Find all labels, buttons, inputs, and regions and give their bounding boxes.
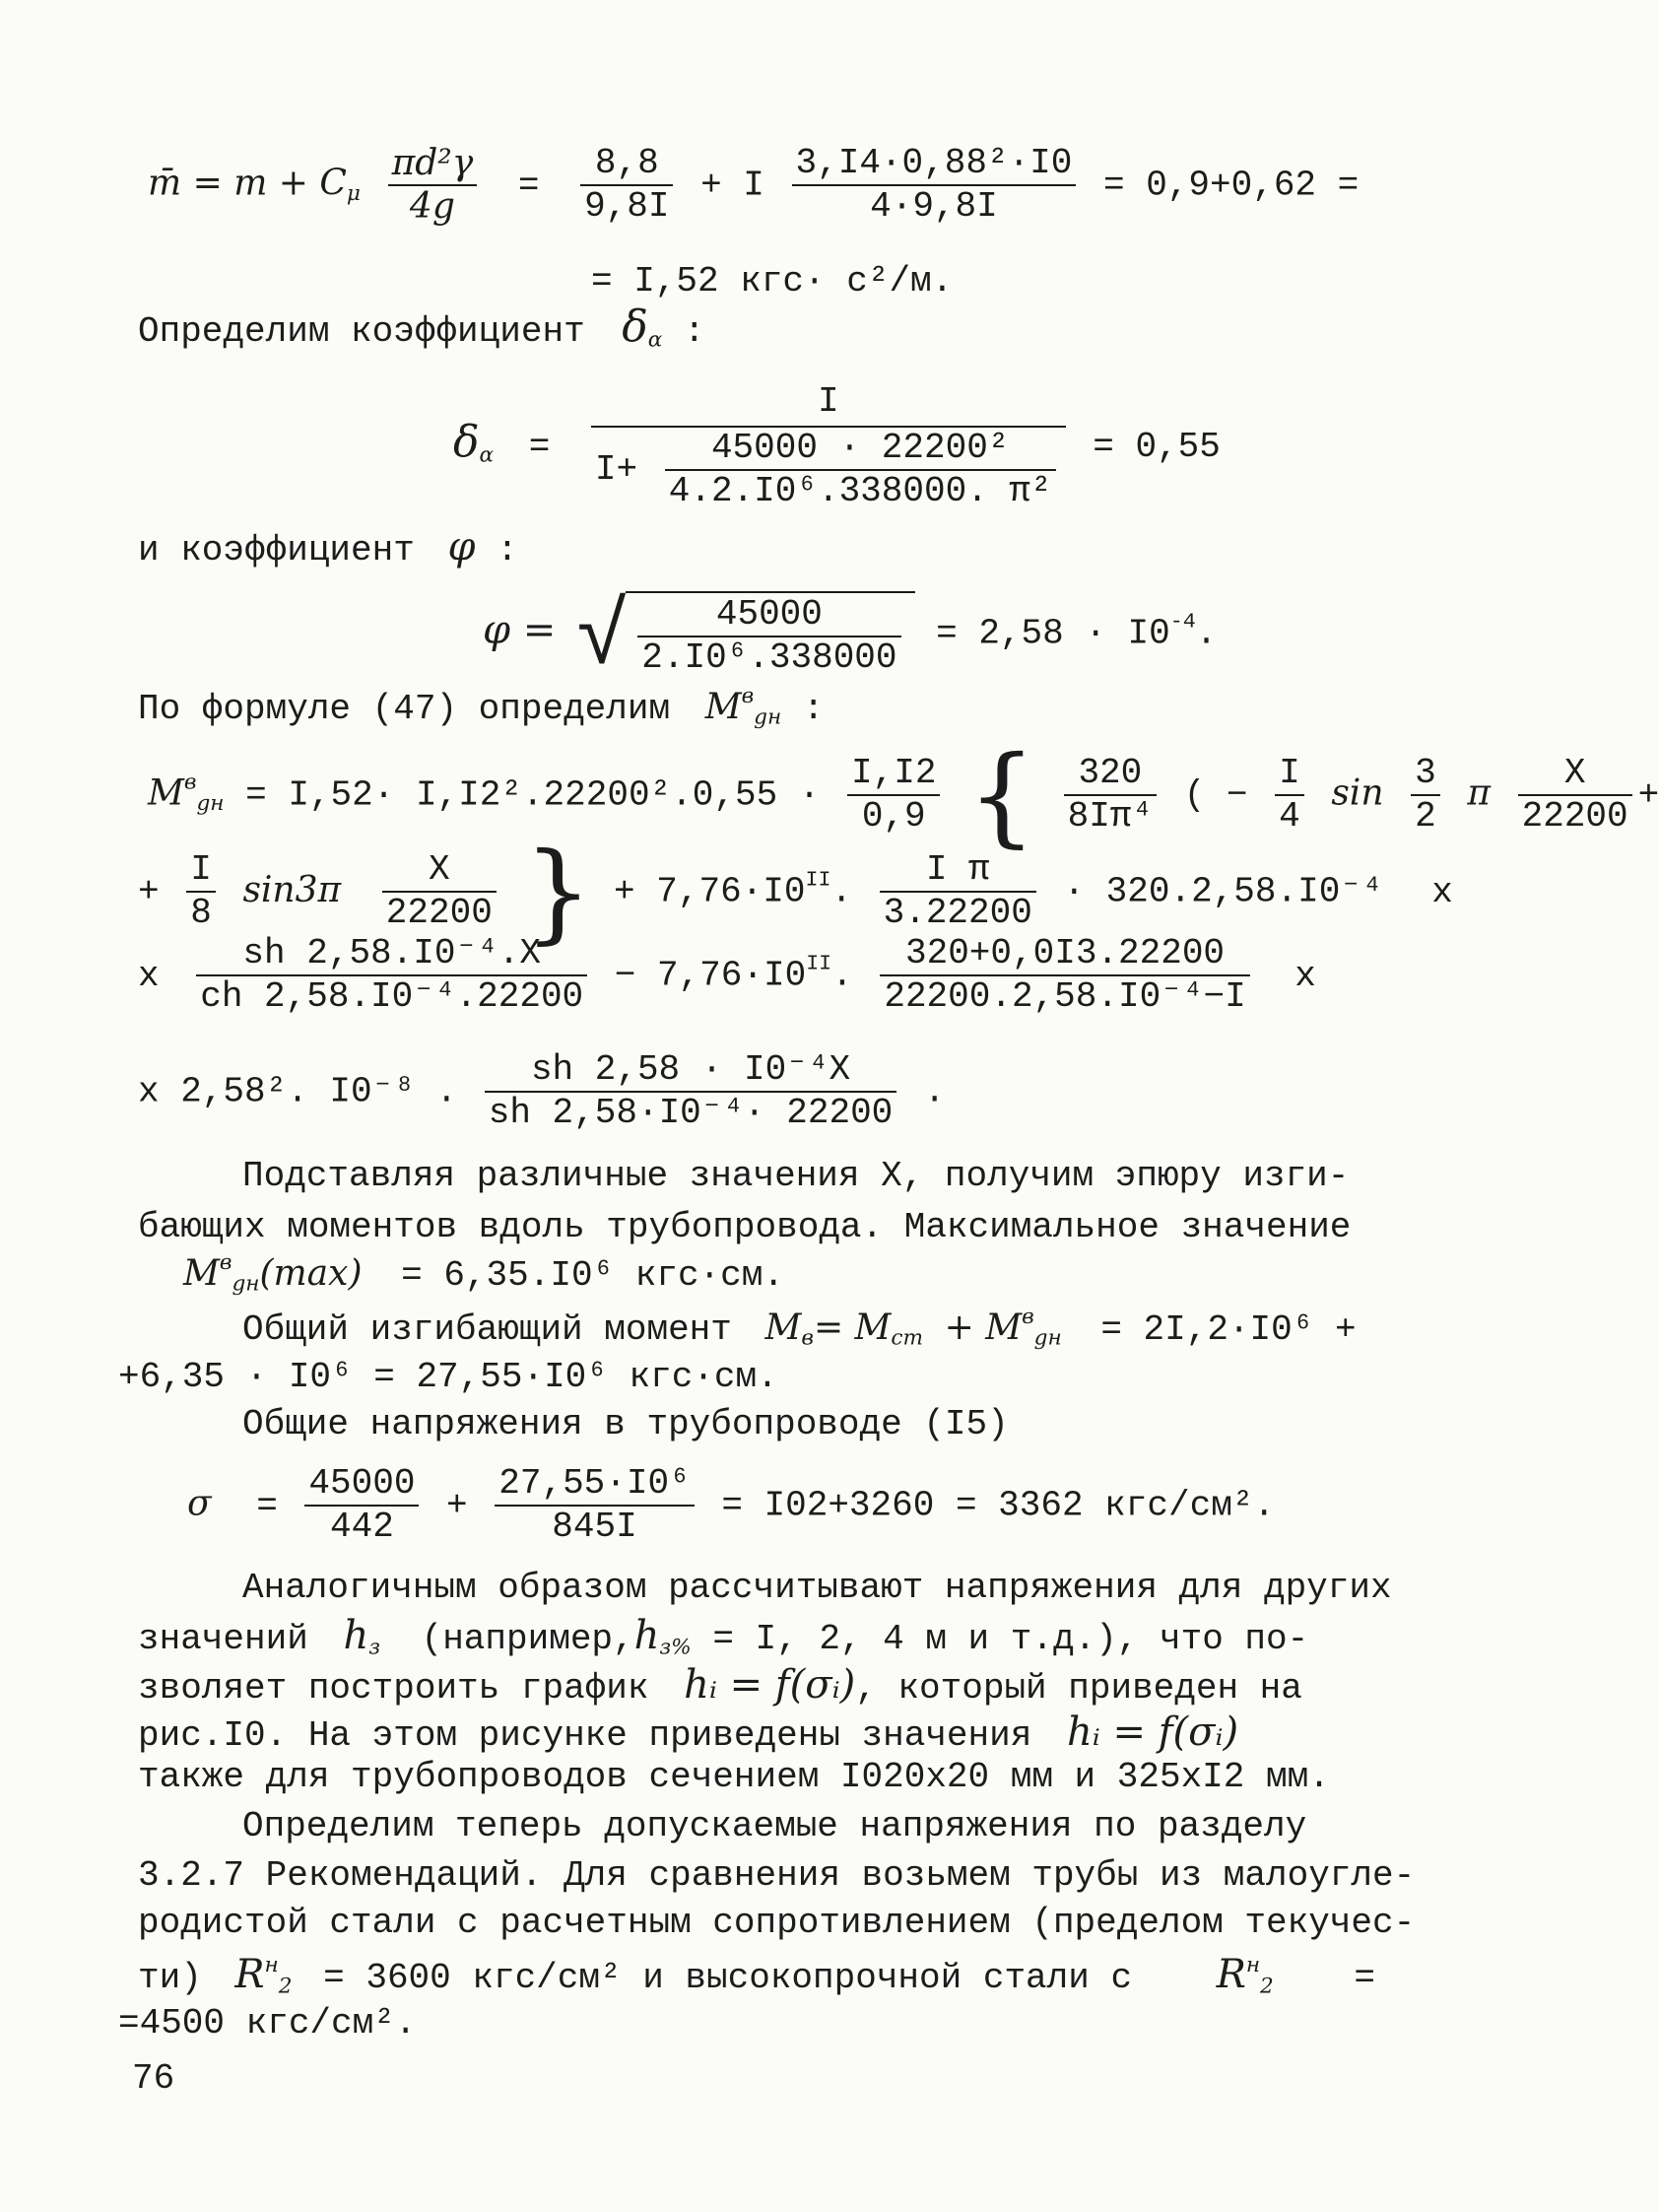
eq4-f6-den: 8 [190, 893, 212, 933]
eq3-result: = 2,58 · I0 [936, 613, 1170, 654]
eq2-equals: = [528, 427, 551, 468]
eq4-f3-num: I [1275, 756, 1304, 796]
eq4-f6-num: I [186, 852, 216, 893]
para3-l4-sym2: R [1216, 1952, 1246, 1997]
para2-l2-sym-sub: з [368, 1635, 380, 1660]
eq1-f2-num: 8,8 [580, 146, 673, 186]
para2-l2-sym2-sub: з% [659, 1635, 692, 1660]
eq1-lhs-sub: μ [346, 180, 361, 206]
eq2-num: I [591, 384, 1066, 428]
phi-symbol: φ [447, 524, 476, 570]
para2-l4-formula: hᵢ = f(σᵢ) [1066, 1709, 1239, 1755]
eq4-f9 [196, 933, 587, 1017]
colon: : [802, 689, 825, 729]
eq5-result: = I02+3260 = 3362 кгс/см². [721, 1485, 1276, 1526]
para3-l4-sup2: н [1245, 1952, 1261, 1977]
equation-reduced-mass [148, 143, 1360, 227]
eq4-f2 [1064, 753, 1157, 837]
eq5-f2 [495, 1463, 694, 1547]
delta-symbol-sub: α [647, 327, 663, 353]
para3-l4-a: ти) [138, 1958, 202, 1998]
line-formula47 [138, 683, 825, 730]
equation-moment-line4 [138, 1049, 946, 1133]
eq1-equals: = [517, 165, 540, 206]
mmax-sup: в [219, 1249, 232, 1275]
para2-l2-sym2: h [633, 1613, 660, 1658]
formula47-text: По формуле (47) определим [138, 689, 671, 729]
para2-l3-b: , который приведен на [855, 1668, 1302, 1709]
eq4-f8-den: 3.22200 [883, 893, 1032, 933]
line-coef-phi [138, 524, 518, 570]
eq4-pi: π [1467, 772, 1492, 814]
eq3-result-exp: -4 [1169, 610, 1196, 635]
para3-line3: родистой стали с расчетным сопротивлением (пределом текучес- [138, 1903, 1416, 1943]
eq2-inner-frac [665, 428, 1056, 511]
eq4-f1-den: 0,9 [861, 796, 926, 837]
eq4-f10 [880, 933, 1249, 1017]
para2-l3-a: зволяет построить график [138, 1668, 649, 1709]
equation-phi [483, 581, 1218, 685]
eq4-f4-den: 2 [1415, 796, 1436, 837]
eq3-result-end: . [1195, 613, 1218, 654]
eq4-f7-den: 22200 [385, 893, 493, 933]
para2-l2-a: значений [138, 1619, 308, 1659]
eq5-f1 [304, 1463, 419, 1547]
eq4-f7-num: X [382, 852, 497, 893]
eq4-f10-den: 22200.2,58.I0⁻⁴−I [884, 976, 1246, 1017]
para2-line4 [138, 1709, 1239, 1756]
eq4-sin1: sin [1331, 772, 1384, 814]
para3-l4-sub2: 2 [1260, 1974, 1274, 1999]
eq4-line3-c: . [831, 955, 853, 996]
eq4-times: x [1294, 955, 1316, 996]
mmax-value: = 6,35.I0⁶ кгс·см. [401, 1255, 784, 1296]
eq4-f9-num: sh 2,58.I0⁻⁴.X [196, 936, 587, 976]
total-moment-formula-rest-sub: ст [891, 1325, 923, 1351]
mmax-line [183, 1249, 784, 1297]
para3-line2: 3.2.7 Рекомендаций. Для сравнения возьмем трубы из малоугле- [138, 1855, 1416, 1896]
eq4-f11-den: sh 2,58·I0⁻⁴· 22200 [488, 1093, 894, 1133]
eq4-f9-den: ch 2,58.I0⁻⁴.22200 [200, 976, 584, 1017]
eq4-line4-end: . [923, 1071, 946, 1112]
eq4-f7 [382, 849, 497, 933]
eq1-frac-water [792, 143, 1077, 227]
colon: : [497, 530, 518, 570]
eq4-brace-close: } [523, 829, 593, 955]
para2-l4-a: рис.I0. На этом рисунке приведены значения [138, 1715, 1032, 1756]
para3-l4-b: = 3600 кгс/см² и высокопрочной стали с [323, 1958, 1133, 1998]
para2-line1: Аналогичным образом рассчитывают напряжения для других [242, 1568, 1392, 1608]
eq5-equals: = [256, 1485, 278, 1526]
eq2-result: = 0,55 [1093, 427, 1221, 468]
eq5-plus: + [446, 1485, 468, 1526]
eq1-result: = 0,9+0,62 = [1102, 165, 1360, 206]
eq4-line4-a: x 2,58². I0⁻⁸ . [138, 1071, 458, 1112]
page-number: 76 [132, 2058, 175, 2099]
M-sub: gн [754, 704, 782, 730]
para2-line2 [138, 1613, 1309, 1660]
equation-moment-line1 [148, 732, 1659, 858]
total-moment-formula: M [764, 1307, 802, 1348]
para3-l4-sup: н [264, 1952, 279, 1977]
total-moment-formula-plus-sub: gн [1033, 1325, 1062, 1351]
eq4-paren: ( − [1183, 774, 1248, 816]
eq4-f8-num: I π [880, 852, 1036, 893]
para2-line3 [138, 1662, 1302, 1709]
eq1-frac-den: 4g [409, 186, 455, 227]
eq4-f5 [1518, 753, 1632, 837]
equation-moment-line3 [138, 933, 1316, 1017]
eq4-line1-a: = I,52· I,I2².22200².0,55 · [245, 774, 821, 816]
eq4-f10-num: 320+0,0I3.22200 [880, 936, 1249, 976]
eq4-f8 [880, 849, 1036, 933]
para2-l3-formula: hᵢ = f(σᵢ) [684, 1662, 856, 1708]
line-define-delta [138, 302, 705, 353]
total-moment-label: Общий изгибающий момент [242, 1309, 732, 1350]
para2-l2-b: (например, [421, 1619, 634, 1659]
total-moment-value: = 2I,2·I0⁶ + [1100, 1309, 1357, 1350]
mmax-arg: (max) [259, 1253, 363, 1294]
eq4-line3-b-exp: II [806, 952, 832, 976]
equation-delta [453, 381, 1221, 511]
eq4-line2-c: . [830, 871, 853, 912]
eq5-lhs: σ [187, 1483, 212, 1524]
eq1-frac-num: πd²γ [388, 146, 478, 186]
delta-symbol: δ [622, 302, 648, 352]
eq5-f2-den: 845I [552, 1507, 637, 1547]
eq4-f6 [186, 849, 216, 933]
eq4-f2-den: 8Iπ⁴ [1067, 796, 1154, 837]
eq4-times: x [1431, 871, 1453, 912]
eq1-lhs: m̄ = m + C [148, 163, 347, 204]
eq3-num: 45000 [637, 597, 900, 637]
eq4-f5-den: 22200 [1521, 796, 1628, 837]
eq5-f1-num: 45000 [304, 1466, 419, 1507]
total-moment-line2: +6,35 · I0⁶ = 27,55·I0⁶ кгс·см. [118, 1357, 778, 1397]
eq4-plus: + [1637, 774, 1659, 816]
para3-l4-sub: 2 [278, 1974, 293, 1999]
para3-line4 [138, 1952, 1376, 1999]
M-sup: в [741, 683, 755, 708]
para2-l2-c: = I, 2, 4 м и т.д.), что по- [712, 1619, 1309, 1659]
eq4-f1 [847, 753, 940, 837]
para3-l4-sym: R [234, 1952, 265, 1997]
eq1-frac-added-mass [388, 143, 478, 227]
eq5-f1-den: 442 [330, 1507, 394, 1547]
equation-reduced-mass-continued: = I,52 кгс· c²/м. [591, 261, 954, 302]
total-moment-formula-rest: = M [813, 1307, 892, 1348]
para3-line1: Определим теперь допускаемые напряжения по разделу [242, 1806, 1307, 1846]
colon: : [684, 311, 705, 352]
eq1-frac-mass [580, 143, 673, 227]
para1-line2: бающих моментов вдоль трубопровода. Максимальное значение [138, 1207, 1352, 1247]
eq5-f2-num: 27,55·I0⁶ [495, 1466, 694, 1507]
eq3-frac [637, 594, 900, 678]
eq3-den: 2.I0⁶.338000 [641, 637, 897, 678]
eq2-main-frac [591, 381, 1066, 511]
M-symbol: M [704, 687, 742, 727]
eq4-brace-open: { [967, 732, 1037, 858]
eq4-line3-x: x [138, 955, 160, 996]
sqrt-sign: √ [576, 581, 627, 685]
eq1-f2-den: 9,8I [584, 186, 670, 227]
M-sub: gн [196, 790, 225, 816]
eq4-f5-num: X [1518, 756, 1632, 796]
para2-line5: также для трубопроводов сечением I020x20 мм и 325xI2 мм. [138, 1757, 1330, 1797]
stress-heading: Общие напряжения в трубопроводе (I5) [242, 1404, 1009, 1444]
eq2-lhs: δ [453, 417, 480, 468]
eq4-f4-num: 3 [1411, 756, 1440, 796]
eq1-f3-den: 4·9,8I [870, 186, 998, 227]
total-moment-formula-plus-sup: в [1022, 1304, 1034, 1329]
sqrt-body [626, 591, 914, 676]
total-moment-formula-sub: в [801, 1325, 814, 1351]
eq1-plus-one: + I [700, 165, 764, 206]
eq3-lhs: φ = [483, 607, 557, 653]
total-moment-line1 [242, 1304, 1357, 1351]
eq2-inner-num: 45000 · 22200² [665, 431, 1056, 471]
eq4-line2-plus: + [138, 871, 160, 912]
eq1-f3-num: 3,I4·0,88²·I0 [792, 146, 1077, 186]
mmax-sub: gн [232, 1271, 260, 1297]
para2-l2-sym: h [343, 1613, 369, 1658]
eq4-f3-den: 4 [1279, 796, 1300, 837]
define-delta-text: Определим коэффициент [138, 311, 585, 352]
eq2-den [591, 428, 1066, 509]
eq4-f2-num: 320 [1064, 756, 1157, 796]
eq4-sin2: sin3π [242, 869, 342, 910]
para3-line5: =4500 кгс/см². [118, 2003, 417, 2044]
coef-phi-text: и коэффициент [138, 530, 415, 570]
para3-l4-c: = [1354, 1958, 1376, 1998]
M-symbol: M [148, 772, 184, 814]
eq4-line2-b-exp: II [805, 868, 831, 893]
para1-line1: Подставляя различные значения X, получим эпюру изги- [242, 1156, 1350, 1196]
eq4-f3 [1275, 753, 1304, 837]
eq4-line2-b: + 7,76·I0 [614, 871, 806, 912]
eq2-inner-den: 4.2.I0⁶.338000. π² [668, 471, 1052, 511]
eq4-f1-num: I,I2 [847, 756, 940, 796]
eq4-f11-num: sh 2,58 · I0⁻⁴X [485, 1052, 897, 1093]
mmax-sym: M [183, 1253, 220, 1294]
eq2-den-prefix: I+ [594, 449, 638, 490]
equation-stress [187, 1463, 1276, 1547]
M-sup: в [183, 770, 197, 795]
eq4-f11 [485, 1049, 897, 1133]
eq4-f4 [1411, 753, 1440, 837]
eq2-lhs-sub: α [479, 442, 495, 468]
eq4-line3-b: − 7,76·I0 [614, 955, 807, 996]
eq4-line2-d: · 320.2,58.I0⁻⁴ [1063, 871, 1383, 912]
total-moment-formula-plus: + M [944, 1307, 1023, 1348]
